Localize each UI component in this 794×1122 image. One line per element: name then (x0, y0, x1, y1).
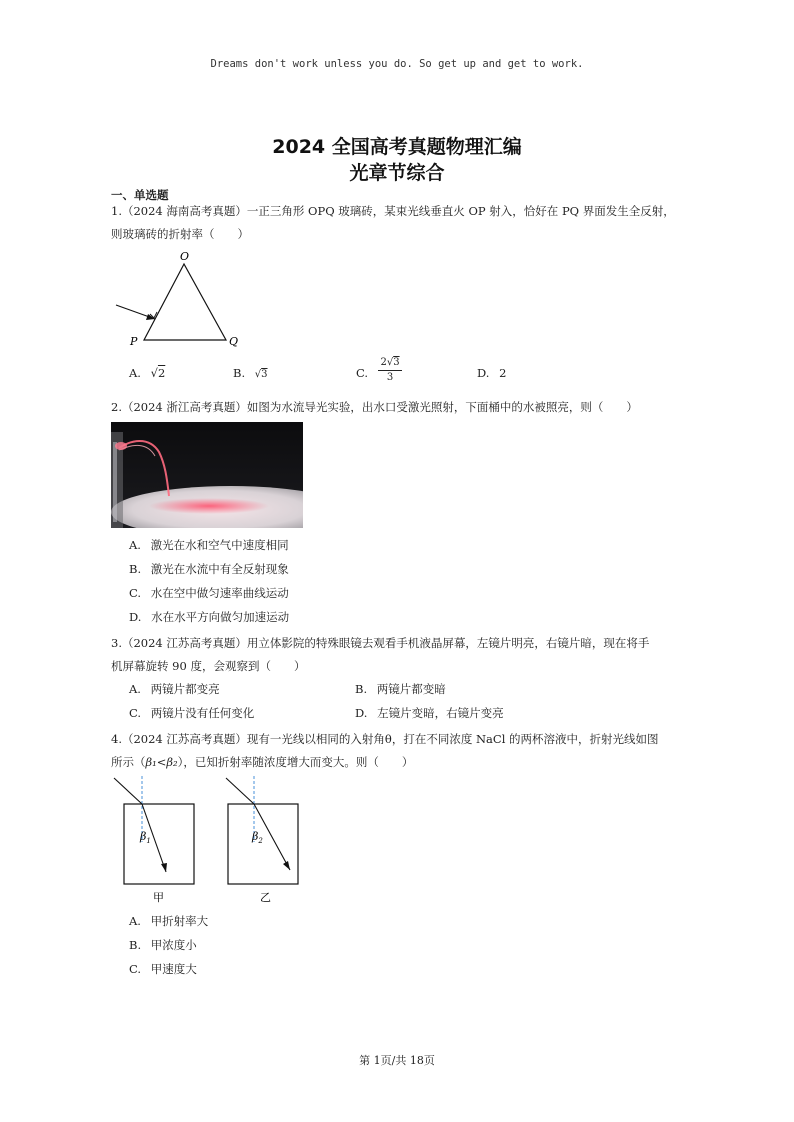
q3-option-d[interactable]: D. 左镜片变暗，右镜片变亮 (355, 706, 504, 720)
question-4-line2: 所示（β₁<β₂），已知折射率随浓度增大而变大。则（ ） (111, 755, 414, 769)
q1-option-a[interactable]: A. √2 (129, 366, 166, 380)
beta1-label: $\beta_1$ (140, 830, 151, 845)
triangle-figure (108, 248, 248, 348)
section-heading: 一、单选题 (111, 188, 169, 202)
beta2-label: $\beta_2$ (252, 830, 263, 845)
question-1-line1: 1.（2024 海南高考真题）一正三角形 OPQ 玻璃砖，某束光线垂直火 OP 射入，恰好在 PQ 界面发生全反射， (111, 204, 675, 218)
water-light-guide-photo (111, 422, 303, 528)
q3-option-a[interactable]: A. 两镜片都变亮 (129, 682, 220, 696)
q1-option-d[interactable]: D. 2 (477, 366, 507, 380)
q3-option-b[interactable]: B. 两镜片都变暗 (355, 682, 446, 696)
question-4-line1: 4.（2024 江苏高考真题）现有一光线以相同的入射角θ，打在不同浓度 NaCl 的两杯溶液中，折射光线如图 (111, 732, 659, 746)
q3-option-c[interactable]: C. 两镜片没有任何变化 (129, 706, 255, 720)
page-subtitle: 光章节综合 (349, 162, 445, 184)
beaker-label-yi: 乙 (260, 891, 271, 904)
q1-option-b[interactable]: B. √3 (233, 366, 268, 380)
question-3-line1: 3.（2024 江苏高考真题）用立体影院的特殊眼镜去观看手机液晶屏幕，左镜片明亮，右镜片暗，现在将手 (111, 636, 650, 650)
q4-option-a[interactable]: A. 甲折射率大 (129, 914, 209, 928)
q1-option-c-fraction: 2√3 3 (378, 356, 402, 384)
question-4 (111, 728, 691, 774)
q2-option-a[interactable]: A. 激光在水和空气中速度相同 (129, 538, 289, 552)
question-2-line1: 2.（2024 浙江高考真题）如图为水流导光实验，出水口受激光照射，下面桶中的水被照亮，则（ ） (111, 400, 638, 414)
question-3-line2: 机屏幕旋转 90 度，会观察到（ ） (111, 659, 306, 673)
question-3 (111, 632, 691, 678)
page-title: 2024 全国高考真题物理汇编 (272, 136, 522, 158)
page-number: 第 1页/共 18页 (359, 1054, 435, 1067)
q2-option-d[interactable]: D. 水在水平方向做匀加速运动 (129, 610, 290, 624)
q1-option-c[interactable]: C. (356, 366, 369, 380)
q2-option-b[interactable]: B. 激光在水流中有全反射现象 (129, 562, 289, 576)
refraction-beakers-figure (108, 772, 308, 907)
vertex-label-o: O (180, 250, 190, 263)
beaker-label-jia: 甲 (153, 891, 164, 904)
header-motto: Dreams don't work unless you do. So get up and get to work. (210, 58, 584, 70)
q4-option-b[interactable]: B. 甲浓度小 (129, 938, 197, 952)
q4-option-c[interactable]: C. 甲速度大 (129, 962, 197, 976)
question-1 (111, 200, 691, 246)
vertex-label-p: P (130, 335, 138, 348)
vertex-label-q: Q (229, 335, 239, 348)
q2-option-c[interactable]: C. 水在空中做匀速率曲线运动 (129, 586, 289, 600)
question-1-line2: 则玻璃砖的折射率（ ） (111, 227, 249, 241)
question-2 (111, 396, 691, 419)
